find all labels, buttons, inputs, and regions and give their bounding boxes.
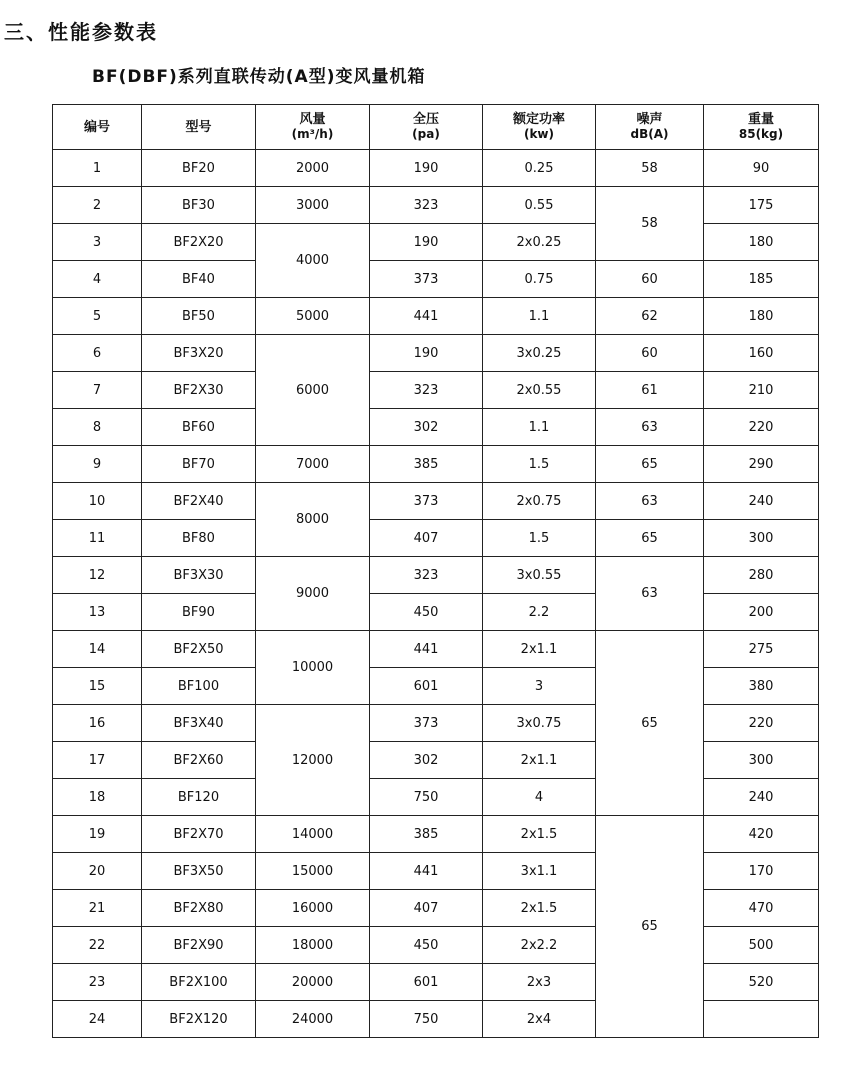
table-row [53, 261, 819, 298]
cell-model: BF100 [142, 668, 256, 705]
table-row [53, 705, 819, 742]
cell-weight: 520 [704, 964, 819, 1001]
table-row [53, 668, 819, 705]
cell-no: 4 [53, 261, 142, 298]
cell-no: 18 [53, 779, 142, 816]
cell-power: 3x0.55 [483, 557, 596, 594]
cell-no: 16 [53, 705, 142, 742]
cell-no: 5 [53, 298, 142, 335]
table-row [53, 779, 819, 816]
cell-noise: 60 [596, 261, 704, 298]
cell-model: BF90 [142, 594, 256, 631]
table-row [53, 187, 819, 224]
table-row [53, 298, 819, 335]
cell-power: 2x3 [483, 964, 596, 1001]
cell-pressure: 450 [370, 927, 483, 964]
cell-no: 17 [53, 742, 142, 779]
cell-pressure: 385 [370, 816, 483, 853]
table-row [53, 557, 819, 594]
header-noise-unit: dB(A) [630, 127, 669, 141]
cell-model: BF3X40 [142, 705, 256, 742]
cell-pressure: 190 [370, 335, 483, 372]
header-no: 编号 [53, 105, 142, 150]
table-row [53, 1001, 819, 1038]
cell-weight: 300 [704, 520, 819, 557]
cell-model: BF2X120 [142, 1001, 256, 1038]
header-power-unit: (kw) [523, 127, 555, 141]
cell-power: 2x1.1 [483, 631, 596, 668]
table-row [53, 890, 819, 927]
cell-noise: 61 [596, 372, 704, 409]
cell-power: 0.25 [483, 150, 596, 187]
cell-model: BF70 [142, 446, 256, 483]
cell-no: 23 [53, 964, 142, 1001]
cell-no: 21 [53, 890, 142, 927]
cell-noise: 65 [596, 520, 704, 557]
cell-pressure: 750 [370, 779, 483, 816]
cell-model: BF2X40 [142, 483, 256, 520]
cell-power: 1.5 [483, 446, 596, 483]
cell-pressure: 302 [370, 742, 483, 779]
cell-pressure: 750 [370, 1001, 483, 1038]
cell-no: 9 [53, 446, 142, 483]
cell-model: BF3X30 [142, 557, 256, 594]
cell-pressure: 373 [370, 483, 483, 520]
cell-no: 22 [53, 927, 142, 964]
cell-power: 2x0.75 [483, 483, 596, 520]
cell-model: BF30 [142, 187, 256, 224]
table-subtitle: BF(DBF)系列直联传动(A型)变风量机箱 [92, 67, 426, 87]
table-row [53, 631, 819, 668]
cell-power: 1.1 [483, 409, 596, 446]
cell-model: BF50 [142, 298, 256, 335]
header-weight-unit: 85(kg) [738, 127, 784, 141]
table-row [53, 520, 819, 557]
cell-weight: 300 [704, 742, 819, 779]
cell-noise: 63 [596, 409, 704, 446]
cell-weight: 200 [704, 594, 819, 631]
header-model: 型号 [142, 105, 256, 150]
cell-weight [704, 1001, 819, 1038]
cell-pressure: 385 [370, 446, 483, 483]
cell-power: 3 [483, 668, 596, 705]
cell-no: 12 [53, 557, 142, 594]
cell-model: BF2X70 [142, 816, 256, 853]
cell-power: 2.2 [483, 594, 596, 631]
cell-power: 2x0.55 [483, 372, 596, 409]
header-weight: 重量 85(kg) [704, 105, 819, 150]
cell-flow: 5000 [256, 298, 370, 335]
cell-no: 20 [53, 853, 142, 890]
cell-pressure: 441 [370, 631, 483, 668]
cell-power: 3x0.75 [483, 705, 596, 742]
cell-noise: 58 [596, 187, 704, 261]
cell-no: 7 [53, 372, 142, 409]
cell-weight: 175 [704, 187, 819, 224]
cell-weight: 90 [704, 150, 819, 187]
cell-power: 2x0.25 [483, 224, 596, 261]
cell-pressure: 323 [370, 557, 483, 594]
cell-power: 2x1.1 [483, 742, 596, 779]
cell-weight: 185 [704, 261, 819, 298]
cell-no: 24 [53, 1001, 142, 1038]
cell-no: 3 [53, 224, 142, 261]
cell-power: 2x4 [483, 1001, 596, 1038]
table-row [53, 446, 819, 483]
cell-pressure: 450 [370, 594, 483, 631]
cell-flow: 7000 [256, 446, 370, 483]
cell-flow: 20000 [256, 964, 370, 1001]
cell-flow: 24000 [256, 1001, 370, 1038]
table-row [53, 483, 819, 520]
cell-no: 10 [53, 483, 142, 520]
cell-pressure: 407 [370, 520, 483, 557]
cell-flow: 3000 [256, 187, 370, 224]
cell-noise: 62 [596, 298, 704, 335]
cell-weight: 240 [704, 779, 819, 816]
cell-weight: 280 [704, 557, 819, 594]
cell-pressure: 190 [370, 150, 483, 187]
cell-model: BF2X20 [142, 224, 256, 261]
header-noise: 噪声 dB(A) [596, 105, 704, 150]
cell-power: 0.55 [483, 187, 596, 224]
cell-power: 3x0.25 [483, 335, 596, 372]
cell-power: 2x1.5 [483, 816, 596, 853]
cell-model: BF2X90 [142, 927, 256, 964]
cell-no: 11 [53, 520, 142, 557]
cell-pressure: 601 [370, 964, 483, 1001]
cell-noise: 63 [596, 557, 704, 631]
cell-model: BF60 [142, 409, 256, 446]
cell-model: BF20 [142, 150, 256, 187]
cell-weight: 180 [704, 298, 819, 335]
cell-model: BF2X80 [142, 890, 256, 927]
cell-weight: 220 [704, 409, 819, 446]
cell-pressure: 601 [370, 668, 483, 705]
cell-no: 19 [53, 816, 142, 853]
cell-noise: 63 [596, 483, 704, 520]
header-row [53, 105, 819, 150]
cell-weight: 180 [704, 224, 819, 261]
cell-weight: 470 [704, 890, 819, 927]
cell-model: BF2X60 [142, 742, 256, 779]
cell-flow: 16000 [256, 890, 370, 927]
cell-noise: 60 [596, 335, 704, 372]
cell-power: 1.5 [483, 520, 596, 557]
cell-weight: 290 [704, 446, 819, 483]
cell-no: 6 [53, 335, 142, 372]
cell-model: BF2X100 [142, 964, 256, 1001]
cell-power: 0.75 [483, 261, 596, 298]
header-flow-unit: (m³/h) [291, 127, 334, 141]
cell-model: BF80 [142, 520, 256, 557]
cell-flow: 4000 [256, 224, 370, 298]
cell-pressure: 373 [370, 705, 483, 742]
table-row [53, 335, 819, 372]
table-row [53, 816, 819, 853]
cell-no: 13 [53, 594, 142, 631]
cell-weight: 500 [704, 927, 819, 964]
cell-flow: 14000 [256, 816, 370, 853]
cell-flow: 2000 [256, 150, 370, 187]
table-row [53, 224, 819, 261]
cell-no: 14 [53, 631, 142, 668]
cell-weight: 210 [704, 372, 819, 409]
cell-weight: 240 [704, 483, 819, 520]
table-row [53, 964, 819, 1001]
cell-model: BF2X50 [142, 631, 256, 668]
cell-flow: 15000 [256, 853, 370, 890]
cell-pressure: 323 [370, 187, 483, 224]
table-row [53, 409, 819, 446]
table-row [53, 594, 819, 631]
cell-weight: 380 [704, 668, 819, 705]
table-row [53, 927, 819, 964]
cell-model: BF2X30 [142, 372, 256, 409]
header-power: 额定功率 (kw) [483, 105, 596, 150]
cell-pressure: 407 [370, 890, 483, 927]
cell-pressure: 190 [370, 224, 483, 261]
cell-weight: 275 [704, 631, 819, 668]
cell-weight: 160 [704, 335, 819, 372]
table-row [53, 372, 819, 409]
table-row [53, 853, 819, 890]
cell-noise: 58 [596, 150, 704, 187]
cell-model: BF3X50 [142, 853, 256, 890]
cell-model: BF120 [142, 779, 256, 816]
cell-flow: 10000 [256, 631, 370, 705]
cell-noise: 65 [596, 816, 704, 1038]
cell-weight: 420 [704, 816, 819, 853]
header-flow: 风量 (m³/h) [256, 105, 370, 150]
performance-table [52, 104, 819, 1038]
cell-flow: 8000 [256, 483, 370, 557]
cell-power: 2x1.5 [483, 890, 596, 927]
cell-no: 1 [53, 150, 142, 187]
cell-flow: 12000 [256, 705, 370, 816]
cell-noise: 65 [596, 631, 704, 816]
cell-power: 3x1.1 [483, 853, 596, 890]
cell-model: BF3X20 [142, 335, 256, 372]
cell-power: 4 [483, 779, 596, 816]
cell-pressure: 441 [370, 853, 483, 890]
cell-weight: 220 [704, 705, 819, 742]
cell-pressure: 373 [370, 261, 483, 298]
header-pressure: 全压 (pa) [370, 105, 483, 150]
cell-flow: 18000 [256, 927, 370, 964]
cell-power: 1.1 [483, 298, 596, 335]
section-title: 三、性能参数表 [4, 20, 158, 44]
cell-pressure: 441 [370, 298, 483, 335]
cell-power: 2x2.2 [483, 927, 596, 964]
cell-model: BF40 [142, 261, 256, 298]
cell-pressure: 323 [370, 372, 483, 409]
cell-weight: 170 [704, 853, 819, 890]
cell-flow: 6000 [256, 335, 370, 446]
cell-flow: 9000 [256, 557, 370, 631]
table-row [53, 742, 819, 779]
cell-noise: 65 [596, 446, 704, 483]
cell-pressure: 302 [370, 409, 483, 446]
cell-no: 8 [53, 409, 142, 446]
cell-no: 2 [53, 187, 142, 224]
table-row [53, 150, 819, 187]
cell-no: 15 [53, 668, 142, 705]
header-pressure-unit: (pa) [412, 127, 440, 141]
